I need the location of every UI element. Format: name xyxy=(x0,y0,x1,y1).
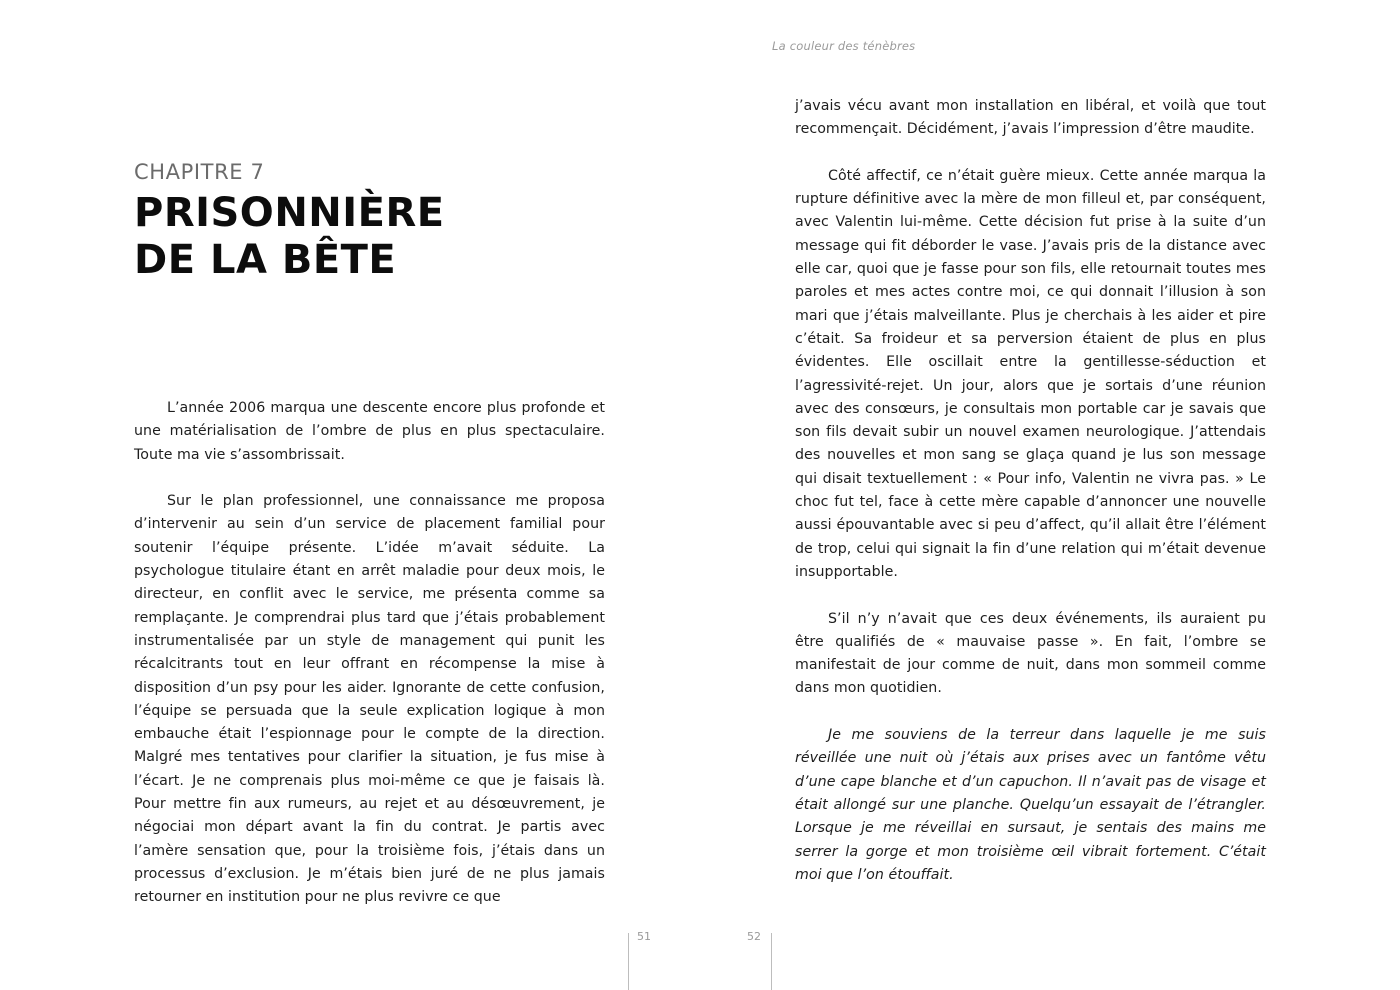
right-page-body xyxy=(795,95,1266,887)
running-header: La couleur des ténèbres xyxy=(772,39,916,53)
chapter-label: CHAPITRE 7 xyxy=(134,160,265,184)
paragraph-italic: Je me souviens de la terreur dans laquelle je me suis réveillée une nuit où j’étais aux prises avec un fantôme vêtu d’une cape blanche et d’un capuchon. Il n’avait pas de visage et était allongé sur une planche. Quelqu’un essayait de l’étrangler. Lorsque je me réveillai en sursaut, je sentais des mains me serrer la gorge et mon troisième œil vibrait fortement. C’était moi que l’on étouffait. xyxy=(795,727,1266,883)
gutter-rule-right xyxy=(771,933,772,990)
chapter-title xyxy=(134,190,445,284)
chapter-title-line-1: PRISONNIÈRE xyxy=(134,190,445,236)
paragraph: S’il n’y n’avait que ces deux événements, ils auraient pu être qualifiés de « mauvaise passe ». En fait, l’ombre se manifestait de jour comme de nuit, dans mon sommeil comme dans mon quotidien. xyxy=(795,610,1266,697)
paragraph: L’année 2006 marqua une descente encore plus profonde et une matérialisation de l’ombre de plus en plus spectaculaire. Toute ma vie s’assombrissait. xyxy=(134,400,605,463)
paragraph-continued: j’avais vécu avant mon installation en libéral, et voilà que tout recommençait. Décidément, j’avais l’impression d’être maudite. xyxy=(795,98,1266,138)
paragraph: Côté affectif, ce n’était guère mieux. Cette année marqua la rupture définitive avec la mère de mon filleul et, par conséquent, avec Valentin lui-même. Cette décision fut prise à la suite d’un message qui fit déborder le vase. J’avais pris de la distance avec elle car, quoi que je fasse pour son fils, elle retournait toutes mes paroles et mes actes contre moi, ce qui donnait l’illusion à son mari que j’étais malveillante. Plus je cherchais à les aider et pire c’était. Sa froideur et sa perversion étaient de plus en plus évidentes. Elle oscillait entre la gentillesse-séduction et l’agressivité-rejet. Un jour, alors que je sortais d’une réunion avec des consœurs, je consultais mon portable car je savais que son fils devait subir un nouvel examen neurologique. J’attendais des nouvelles et mon sang se glaça quand je lus son message qui disait textuellement : « Pour info, Valentin ne vivra pas. » Le choc fut tel, face à cette mère capable d’annoncer une nouvelle aussi épouvantable avec si peu d’affect, qu’il allait être l’élément de trop, celui qui signait la fin d’une relation qui m’était devenue insupportable. xyxy=(795,167,1266,580)
gutter-rule-left xyxy=(628,933,629,990)
paragraph: Sur le plan professionnel, une connaissance me proposa d’intervenir au sein d’un service de placement familial pour soutenir l’équipe présente. L’idée m’avait séduite. La psychologue titulaire étant en arrêt maladie pour deux mois, le directeur, en conflit avec le service, me présenta comme sa remplaçante. Je comprendrai plus tard que j’étais probablement instrumentalisée par un style de management qui punit les récalcitrants tout en leur offrant en récompense la mise à disposition d’un psy pour les aider. Ignorante de cette confusion, l’équipe se persuada que la seule explication logique à mon embauche était l’espionnage pour le compte de la direction. Malgré mes tentatives pour clarifier la situation, je fus mise à l’écart. Je ne comprenais plus moi-même ce que je faisais là. Pour mettre fin aux rumeurs, au rejet et au désœuvrement, je négociai mon départ avant la fin du contrat. Je partis avec l’amère sensation que, pour la troisième fois, j’étais dans un processus d’exclusion. Je m’étais bien juré de ne plus jamais retourner en institution pour ne plus revivre ce que xyxy=(134,493,605,906)
page-number-left: 51 xyxy=(637,930,651,943)
chapter-title-line-2: DE LA BÊTE xyxy=(134,237,397,283)
right-page xyxy=(700,0,1400,990)
left-page-body xyxy=(134,397,605,910)
page-number-right: 52 xyxy=(747,930,761,943)
